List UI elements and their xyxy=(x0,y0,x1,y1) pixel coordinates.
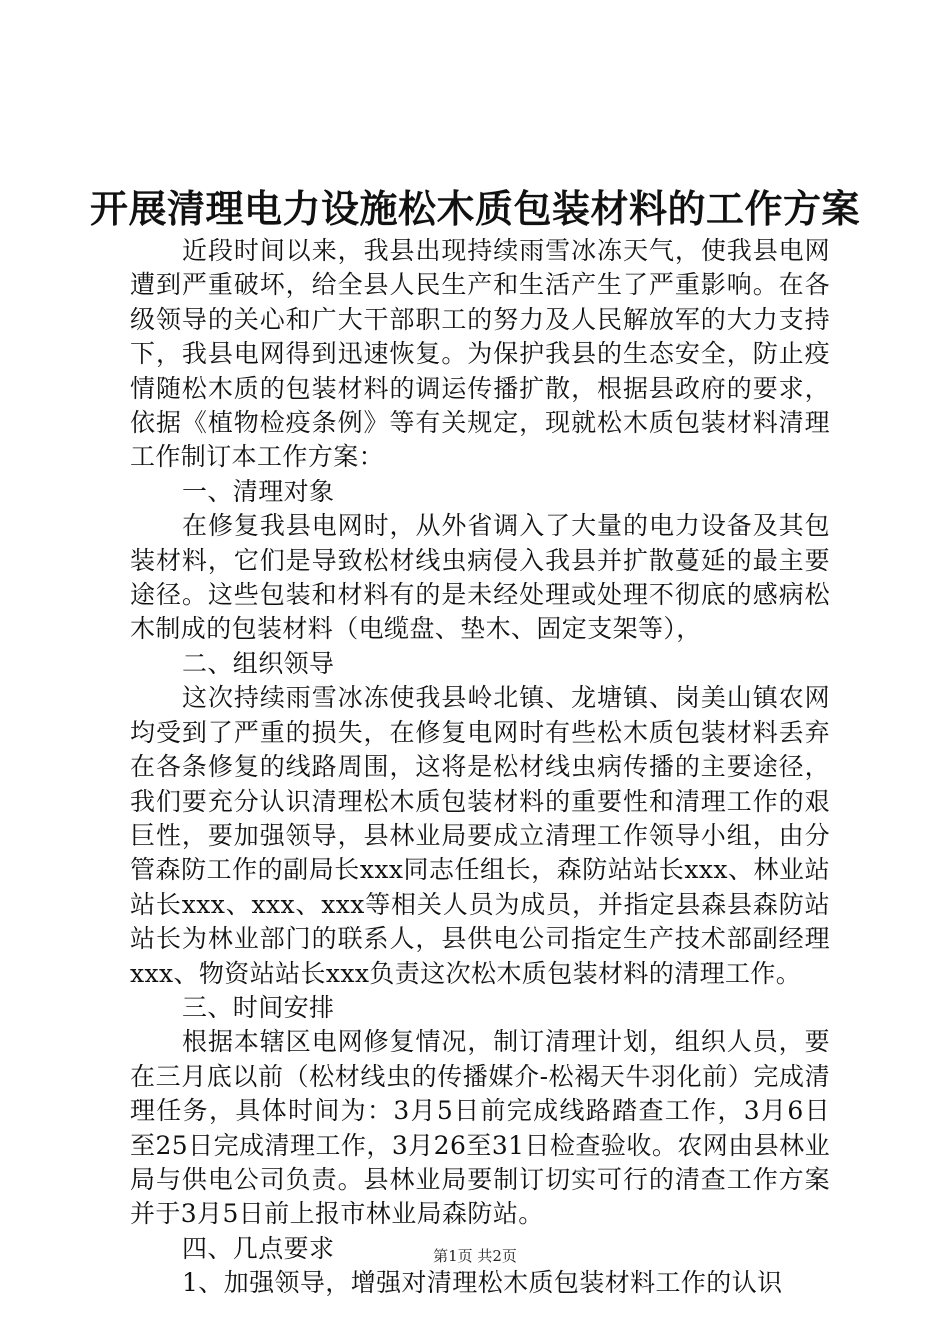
section-heading-requirements: 四、几点要求 xyxy=(182,1233,335,1263)
organization-paragraph: 这次持续雨雪冰冻使我县岭北镇、龙塘镇、岗美山镇农网均受到了严重的损失，在修复电网时有些松木质包装材料丢弃在各条修复的线路周围，这将是松材线虫病传播的主要途径，我们要充分认识清理松木质包装材料的重要性和清理工作的艰巨性，要加强领导，县林业局要成立清理工作领导小组，由分管森防工作的副局长xxx同志任组长，森防站站长xxx、林业站站长xxx、xxx、xxx等相关人员为成员，并指定县森县森防站站长为林业部门的联系人，县供电公司指定生产技术部副经理xxx、物资站站长xxx负责这次松木质包装材料的清理工作。 xyxy=(130,683,830,988)
cleanup-target-paragraph: 在修复我县电网时，从外省调入了大量的电力设备及其包装材料，它们是导致松材线虫病侵入我县并扩散蔓延的最主要途径。这些包装和材料有的是未经处理或处理不彻底的感病松木制成的包装材料（电缆盘、垫木、固定支架等）， xyxy=(130,511,830,644)
section-heading-cleanup-target: 一、清理对象 xyxy=(182,476,335,506)
section-heading-organization: 二、组织领导 xyxy=(182,648,335,678)
requirement-item-1: 1、加强领导，增强对清理松木质包装材料工作的认识 xyxy=(182,1268,783,1298)
document-body xyxy=(130,234,830,1301)
section-heading-schedule: 三、时间安排 xyxy=(182,992,335,1022)
intro-paragraph: 近段时间以来，我县出现持续雨雪冰冻天气，使我县电网遭到严重破坏，给全县人民生产和生活产生了严重影响。在各级领导的关心和广大干部职工的努力及人民解放军的大力支持下，我县电网得到迅速恢复。为保护我县的生态安全，防止疫情随松木质的包装材料的调运传播扩散，根据县政府的要求，依据《植物检疫条例》等有关规定，现就松木质包装材料清理工作制订本工作方案： xyxy=(130,236,830,472)
schedule-paragraph: 根据本辖区电网修复情况，制订清理计划，组织人员，要在三月底以前（松材线虫的传播媒介-松褐天牛羽化前）完成清理任务，具体时间为：3月5日前完成线路踏查工作，3月6日至25日完成清理工作，3月26至31日检查验收。农网由县林业局与供电公司负责。县林业局要制订切实可行的清查工作方案并于3月5日前上报市林业局森防站。 xyxy=(130,1027,830,1229)
document-title: 开展清理电力设施松木质包装材料的工作方案 xyxy=(89,187,860,231)
page-number-footer: 第1页 共2页 xyxy=(433,1247,517,1265)
